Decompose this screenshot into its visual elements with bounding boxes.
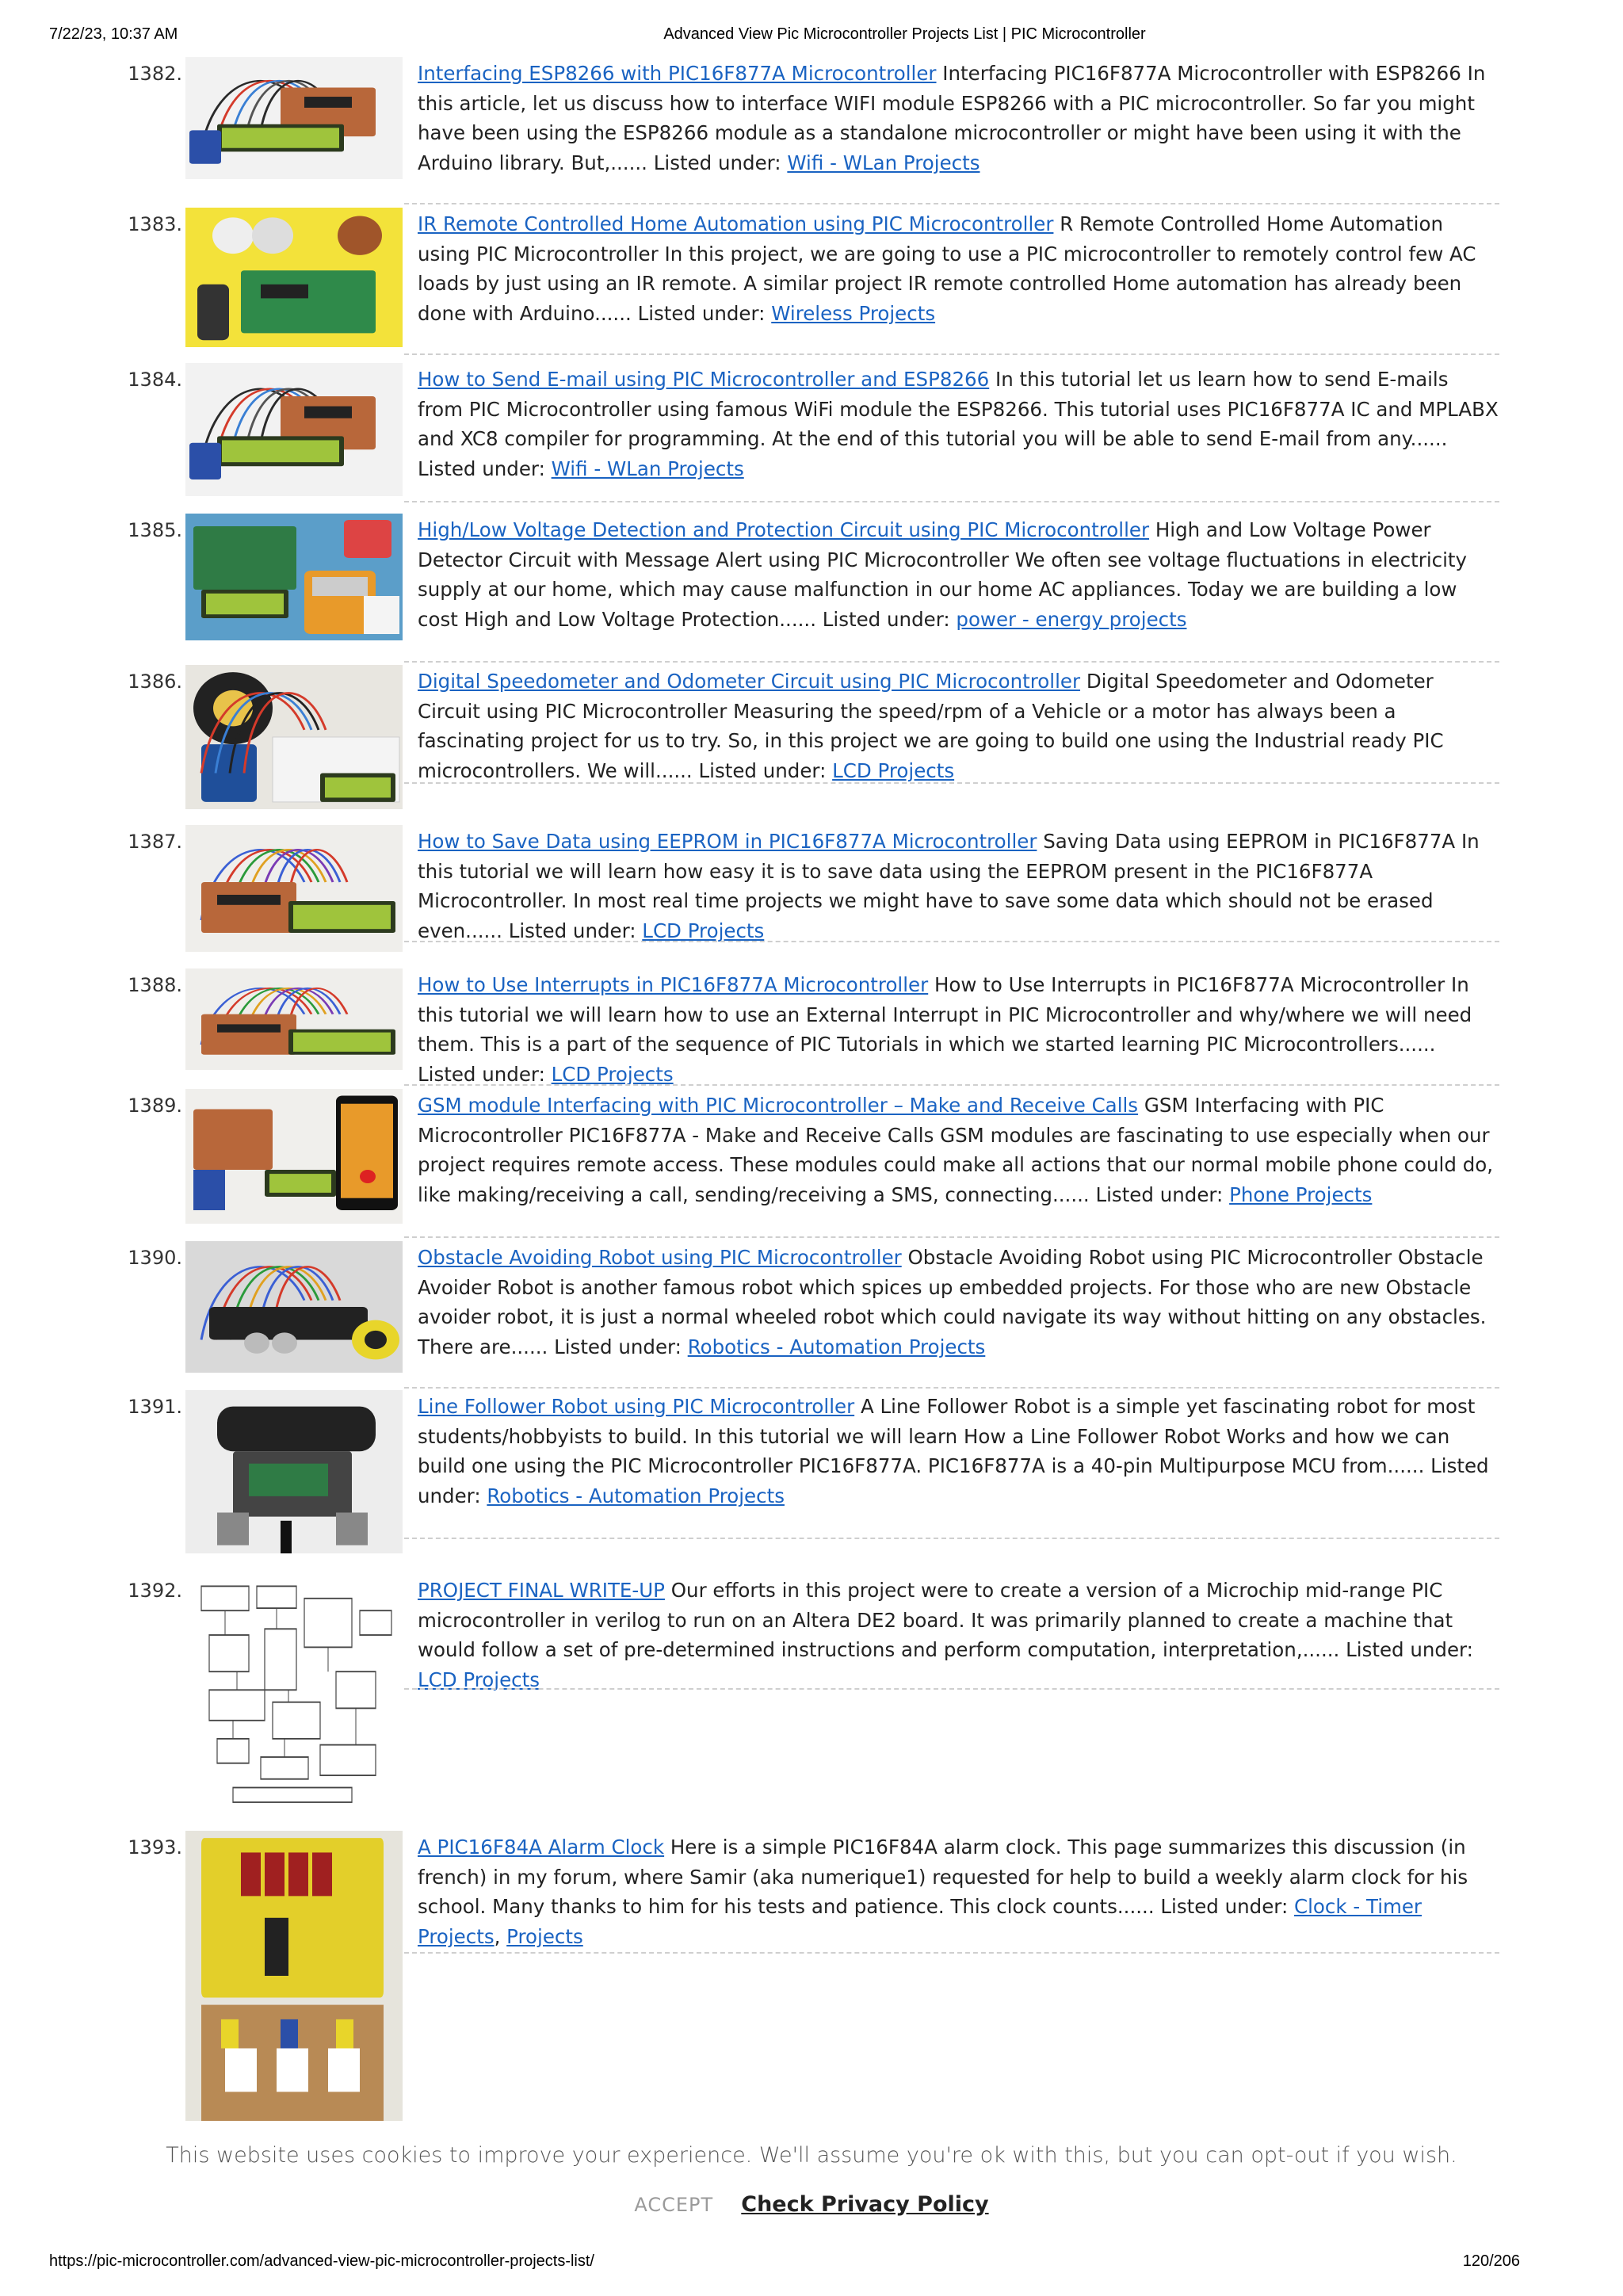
project-thumbnail[interactable] [185, 514, 403, 640]
project-description: In this tutorial let us learn how to send E-mails from PIC Microcontroller using famous WiFi module the ESP8266. This tutorial uses PIC16F877A IC and MPLABX and XC8 compiler for programming. At the end of this tutorial you will be able to send E-mail from any...... Listed under: [418, 368, 1499, 481]
project-title-link[interactable]: Line Follower Robot using PIC Microcontroller [418, 1395, 855, 1418]
item-divider [404, 661, 1499, 663]
item-text [418, 1576, 1499, 1695]
project-description: A Line Follower Robot is a simple yet fascinating robot for most students/hobbyists to build. In this tutorial we will learn How a Line Follower Robot Works and how we can build one using the PIC Microcontroller PIC16F877A. PIC16F877A is a 40-pin Multipurpose MCU from...... Listed under: [418, 1395, 1489, 1508]
project-description: Obstacle Avoiding Robot using PIC Microcontroller Obstacle Avoider Robot is another famous robot which spices up embedded projects. For those who are new Obstacle avoider robot, it is just a normal wheeled robot which could navigate its way without hitting on any obstacles. There are...... Listed under: [418, 1246, 1487, 1359]
privacy-policy-link[interactable]: Check Privacy Policy [741, 2192, 989, 2217]
item-number: 1388. [128, 974, 182, 996]
accept-button[interactable]: ACCEPT [634, 2194, 714, 2216]
item-divider [404, 1236, 1499, 1238]
project-title-link[interactable]: How to Save Data using EEPROM in PIC16F877A Microcontroller [418, 830, 1037, 853]
category-link[interactable]: LCD Projects [551, 1063, 674, 1087]
project-thumbnail[interactable] [185, 57, 403, 179]
project-thumbnail[interactable] [185, 1241, 403, 1373]
project-title-link[interactable]: High/Low Voltage Detection and Protection Circuit using PIC Microcontroller [418, 518, 1150, 541]
item-text [418, 970, 1499, 1090]
category-link[interactable]: power - energy projects [956, 608, 1187, 632]
item-number: 1387. [128, 831, 182, 853]
project-title-link[interactable]: Obstacle Avoiding Robot using PIC Microcontroller [418, 1246, 902, 1269]
item-divider [404, 1688, 1499, 1690]
item-text [418, 667, 1499, 786]
project-description: Our efforts in this project were to create a version of a Microchip mid-range PIC microcontroller in verilog to run on an Altera DE2 board. It was primarily planned to create a machine that would follow a set of pre-determined instructions and perform computation, interpretation,...... Listed under: [418, 1579, 1473, 1662]
item-number: 1392. [128, 1580, 182, 1602]
project-thumbnail[interactable] [185, 968, 403, 1070]
item-text [418, 1832, 1499, 1952]
category-link[interactable]: Phone Projects [1229, 1183, 1373, 1207]
project-thumbnail[interactable] [185, 665, 403, 809]
item-text [418, 365, 1499, 484]
item-number: 1383. [128, 213, 182, 235]
project-thumbnail[interactable] [185, 208, 403, 347]
item-divider [404, 1952, 1499, 1954]
project-description: Interfacing PIC16F877A Microcontroller with ESP8266 In this article, let us discuss how to interface WIFI module ESP8266 with a PIC microcontroller. So far you might have been using the ESP8266 module as a standalone microcontroller or might have been using it with the Arduino library. But,...... Listed under: [418, 62, 1486, 175]
project-description: How to Use Interrupts in PIC16F877A Microcontroller In this tutorial we will learn how to use an External Interrupt in PIC Microcontroller and why/where we will need them. This is a part of the sequence of PIC Tutorials in which we started learning PIC Microcontrollers...... Listed under: [418, 973, 1472, 1087]
item-number: 1389. [128, 1095, 182, 1117]
item-divider [404, 941, 1499, 942]
category-link[interactable]: LCD Projects [418, 1668, 540, 1692]
project-thumbnail[interactable] [185, 1574, 403, 1818]
project-thumbnail[interactable] [185, 1831, 403, 2121]
project-title-link[interactable]: Interfacing ESP8266 with PIC16F877A Microcontroller [418, 62, 937, 85]
item-number: 1393. [128, 1836, 182, 1859]
page-title: Advanced View Pic Microcontroller Projects List | PIC Microcontroller [663, 25, 1146, 43]
item-text [418, 209, 1499, 329]
category-link[interactable]: Clock - Timer Projects [418, 1895, 1423, 1949]
page-number: 120/206 [1462, 2252, 1520, 2270]
item-number: 1384. [128, 369, 182, 391]
print-datetime: 7/22/23, 10:37 AM [49, 25, 178, 43]
item-text [418, 515, 1499, 635]
item-text [418, 827, 1499, 946]
category-link[interactable]: LCD Projects [642, 919, 765, 943]
item-text [418, 1091, 1499, 1210]
category-separator: , [494, 1925, 507, 1949]
project-title-link[interactable]: A PIC16F84A Alarm Clock [418, 1836, 665, 1859]
category-link[interactable]: Projects [506, 1925, 583, 1949]
page-url: https://pic-microcontroller.com/advanced-view-pic-microcontroller-projects-list/ [49, 2252, 594, 2270]
project-description: Saving Data using EEPROM in PIC16F877A In this tutorial we will learn how easy it is to save data using the EEPROM present in the PIC16F877A Microcontroller. In most real time projects we might have to save some data which should not be erased even...... Listed under: [418, 830, 1480, 943]
project-title-link[interactable]: PROJECT FINAL WRITE-UP [418, 1579, 665, 1602]
item-number: 1382. [128, 63, 182, 85]
project-description: Digital Speedometer and Odometer Circuit using PIC Microcontroller Measuring the speed/rpm of a Vehicle or a motor has always been a fascinating project for us to try. So, in this project we are going to build one using the Industrial ready PIC microcontrollers. We will...... Listed under: [418, 670, 1444, 783]
item-divider [404, 501, 1499, 502]
item-text [418, 1392, 1499, 1511]
project-title-link[interactable]: How to Use Interrupts in PIC16F877A Microcontroller [418, 973, 929, 996]
category-link[interactable]: Wireless Projects [771, 302, 936, 326]
item-divider [404, 203, 1499, 204]
item-divider [404, 1084, 1499, 1086]
category-link[interactable]: Wifi - WLan Projects [551, 457, 744, 481]
project-title-link[interactable]: IR Remote Controlled Home Automation using PIC Microcontroller [418, 212, 1054, 235]
project-thumbnail[interactable] [185, 1089, 403, 1224]
project-title-link[interactable]: GSM module Interfacing with PIC Microcontroller – Make and Receive Calls [418, 1094, 1139, 1117]
cookie-message: This website uses cookies to improve your experience. We'll assume you're ok with this, but you can opt-out if you wish. [166, 2143, 1457, 2168]
project-description: High and Low Voltage Power Detector Circuit with Message Alert using PIC Microcontroller We often see voltage fluctuations in electricity supply at our home, which may cause malfunction in our home AC appliances. Today we are building a low cost High and Low Voltage Protection...... Listed under: [418, 518, 1468, 632]
project-description: R Remote Controlled Home Automation using PIC Microcontroller In this project, we are going to use a PIC microcontroller to remotely control few AC loads by just using an IR remote. A similar project IR remote controlled Home automation has already been done with Arduino...... Listed under: [418, 212, 1476, 326]
category-link[interactable]: LCD Projects [832, 759, 955, 783]
item-divider [404, 782, 1499, 784]
item-number: 1390. [128, 1247, 182, 1269]
project-title-link[interactable]: Digital Speedometer and Odometer Circuit using PIC Microcontroller [418, 670, 1081, 693]
project-title-link[interactable]: How to Send E-mail using PIC Microcontroller and ESP8266 [418, 368, 990, 391]
item-divider [404, 1387, 1499, 1389]
item-number: 1386. [128, 670, 182, 693]
project-description: GSM Interfacing with PIC Microcontroller PIC16F877A - Make and Receive Calls GSM modules are fascinating to use especially when our project requires remote access. These modules could make all actions that our normal mobile phone could do, like making/receiving a call, sending/receiving a SMS, connecting...... Listed under: [418, 1094, 1494, 1207]
category-link[interactable]: Wifi - WLan Projects [787, 151, 980, 175]
item-text [418, 1243, 1499, 1362]
project-thumbnail[interactable] [185, 1390, 403, 1553]
project-thumbnail[interactable] [185, 825, 403, 952]
item-number: 1385. [128, 519, 182, 541]
project-thumbnail[interactable] [185, 363, 403, 496]
item-divider [404, 1538, 1499, 1539]
item-number: 1391. [128, 1396, 182, 1418]
category-link[interactable]: Robotics - Automation Projects [687, 1335, 986, 1359]
cookie-actions [0, 2192, 1623, 2217]
category-link[interactable]: Robotics - Automation Projects [487, 1484, 785, 1508]
project-description: Here is a simple PIC16F84A alarm clock. This page summarizes this discussion (in french) in my forum, where Samir (aka numerique1) requested for help to build a weekly alarm clock for his school. Many thanks to him for his tests and patience. This clock counts...... Listed under: [418, 1836, 1468, 1919]
item-divider [404, 353, 1499, 355]
item-text [418, 59, 1499, 178]
